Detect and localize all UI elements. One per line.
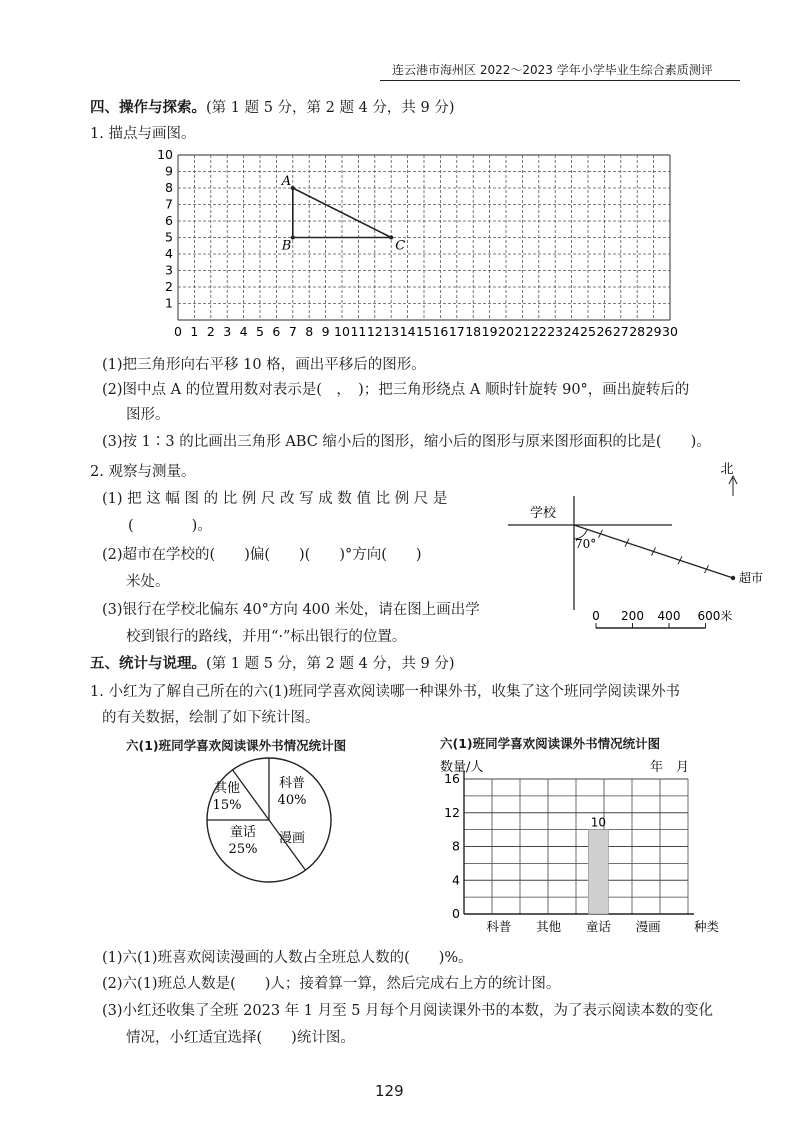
x-tick-label: 17 [448, 324, 465, 339]
bar-y-tick: 4 [452, 872, 460, 888]
x-tick-label: 0 [174, 324, 182, 339]
y-tick-label: 7 [165, 196, 173, 212]
bar-x-label: 其他 [536, 919, 562, 934]
q2-title: 2. 观察与测量。 [90, 464, 196, 480]
bar-童话 [588, 830, 608, 914]
x-tick-label: 9 [321, 324, 330, 339]
bar-y-tick: 8 [452, 838, 460, 854]
x-tick-label: 26 [596, 324, 613, 339]
y-tick-label: 6 [165, 213, 173, 228]
q2-part2a: (2)超市在学校的( )偏( )( )°方向( ) [102, 547, 422, 563]
bar-x-label: 科普 [486, 919, 512, 934]
x-tick-label: 16 [432, 324, 449, 339]
x-tick-label: 4 [239, 324, 248, 339]
pie-chart [207, 758, 331, 882]
x-tick-label: 18 [465, 324, 482, 339]
q2-part2b: 米处。 [126, 574, 170, 590]
x-tick-label: 28 [629, 324, 646, 339]
vertex-c [389, 236, 393, 240]
market-label: 超市 [739, 571, 764, 585]
y-tick-label: 3 [165, 262, 173, 278]
pie-slice-label: 其他 [213, 781, 241, 796]
page-number: 129 [375, 1082, 404, 1100]
q1-part1: (1)把三角形向右平移 10 格，画出平移后的图形。 [102, 357, 426, 373]
direction-map [508, 462, 763, 628]
bar-x-label: 童话 [585, 919, 611, 934]
bar-date-label: 年 月 [650, 760, 690, 775]
s5-q1-intro2: 的有关数据，绘制了如下统计图。 [102, 710, 320, 726]
scale-label: 0 [592, 609, 600, 623]
bar-value-label: 10 [590, 815, 607, 830]
x-tick-label: 15 [416, 324, 432, 339]
bar-y-axis-title: 数量/人 [440, 760, 484, 775]
x-tick-label: 1 [190, 324, 199, 339]
market-point [731, 576, 735, 580]
s5-q1-intro1: 1. 小红为了解自己所在的六(1)班同学喜欢阅读哪一种课外书，收集了这个班同学阅读课外书 [90, 684, 680, 700]
x-tick-label: 19 [481, 324, 498, 339]
pie-slice-value: 40% [277, 793, 307, 808]
page-header: 连云港市海州区 2022～2023 学年小学毕业生综合素质测评 [392, 63, 713, 77]
s5-q1-part2: (2)六(1)班总人数是( )人；接着算一算，然后完成右上方的统计图。 [102, 976, 561, 992]
q1-part2a: (2)图中点 A 的位置用数对表示是( ， )；把三角形绕点 A 顺时针旋转 90°，画出旋转后的 [102, 382, 690, 398]
section4-heading: 四、操作与探索。 [90, 99, 206, 116]
y-tick-label: 1 [165, 295, 173, 311]
bar-chart-title: 六(1)班同学喜欢阅读课外书情况统计图 [440, 736, 661, 751]
y-tick-label: 10 [157, 147, 173, 162]
s5-q1-part3b: 情况，小红适宜选择( )统计图。 [126, 1030, 355, 1046]
north-label: 北 [720, 462, 734, 477]
x-tick-label: 25 [580, 324, 596, 339]
q2-part3b: 校到银行的路线，并用“·”标出银行的位置。 [126, 629, 407, 645]
x-tick-label: 27 [612, 324, 629, 339]
x-tick-label: 23 [547, 324, 564, 339]
x-tick-label: 24 [563, 324, 580, 339]
y-tick-label: 5 [165, 229, 173, 245]
bar-y-tick: 16 [444, 771, 460, 786]
x-tick-label: 8 [305, 324, 314, 339]
scale-label: 600米 [697, 609, 733, 623]
x-tick-label: 29 [645, 324, 662, 339]
s5-q1-part1: (1)六(1)班喜欢阅读漫画的人数占全班总人数的( )%。 [102, 950, 473, 966]
q2-part1b: ( )。 [128, 518, 212, 534]
bar-chart [440, 759, 720, 934]
x-tick-label: 22 [530, 324, 547, 339]
pie-slice-label: 科普 [278, 776, 306, 791]
x-tick-label: 11 [350, 324, 367, 339]
scale-label: 200 [621, 609, 644, 623]
s5-q1-part3a: (3)小红还收集了全班 2023 年 1 月至 5 月每个月阅读课外书的本数，为了表示阅读本数的变化 [102, 1003, 714, 1019]
vertex-b [291, 236, 295, 240]
coordinate-grid [157, 147, 678, 339]
vertex-label: C [395, 238, 406, 254]
y-tick-label: 9 [165, 163, 173, 179]
x-tick-label: 30 [662, 324, 678, 339]
bar-x-axis-title: 种类 [694, 919, 720, 934]
section5-heading-line [90, 652, 455, 673]
x-tick-label: 2 [206, 324, 215, 339]
vertex-label: B [281, 238, 292, 254]
q2-part3a: (3)银行在学校北偏东 40°方向 400 米处，请在图上画出学 [102, 602, 480, 618]
x-tick-label: 21 [514, 324, 531, 339]
x-tick-label: 6 [272, 324, 281, 339]
x-tick-label: 7 [288, 324, 297, 339]
section5-heading: 五、统计与说理。 [90, 655, 206, 672]
pie-slice-label: 童话 [229, 825, 257, 840]
x-tick-label: 3 [223, 324, 232, 339]
q1-part3: (3)按 1∶3 的比画出三角形 ABC 缩小后的图形，缩小后的图形与原来图形面积的比是( )。 [102, 434, 711, 450]
bar-x-label: 漫画 [635, 919, 661, 934]
bar-y-tick: 0 [452, 906, 460, 921]
school-label: 学校 [530, 506, 557, 521]
q2-part1a: (1) 把 这 幅 图 的 比 例 尺 改 写 成 数 值 比 例 尺 是 [102, 491, 448, 507]
pie-slice-value: 25% [228, 842, 258, 857]
angle-label: 70° [575, 537, 597, 551]
section5-score: (第 1 题 5 分，第 2 题 4 分，共 9 分) [206, 656, 455, 672]
vertex-a [291, 186, 295, 190]
q1-title: 1. 描点与画图。 [90, 126, 196, 142]
x-tick-label: 10 [334, 324, 350, 339]
bar-y-tick: 12 [444, 804, 460, 820]
pie-slice-label: 漫画 [278, 831, 306, 846]
section4-score: (第 1 题 5 分，第 2 题 4 分，共 9 分) [206, 100, 455, 116]
pie-slice-value: 15% [212, 798, 242, 813]
x-tick-label: 14 [399, 324, 416, 339]
x-tick-label: 12 [366, 324, 383, 339]
x-tick-label: 20 [498, 324, 514, 339]
scale-label: 400 [657, 609, 681, 623]
y-tick-label: 8 [165, 180, 173, 195]
vertex-label: A [281, 174, 292, 189]
x-tick-label: 13 [383, 324, 400, 339]
x-tick-label: 5 [256, 324, 264, 339]
pie-chart-title: 六(1)班同学喜欢阅读课外书情况统计图 [126, 738, 347, 753]
q1-part2b: 图形。 [126, 407, 170, 423]
y-tick-label: 2 [165, 279, 173, 294]
y-tick-label: 4 [165, 246, 173, 261]
